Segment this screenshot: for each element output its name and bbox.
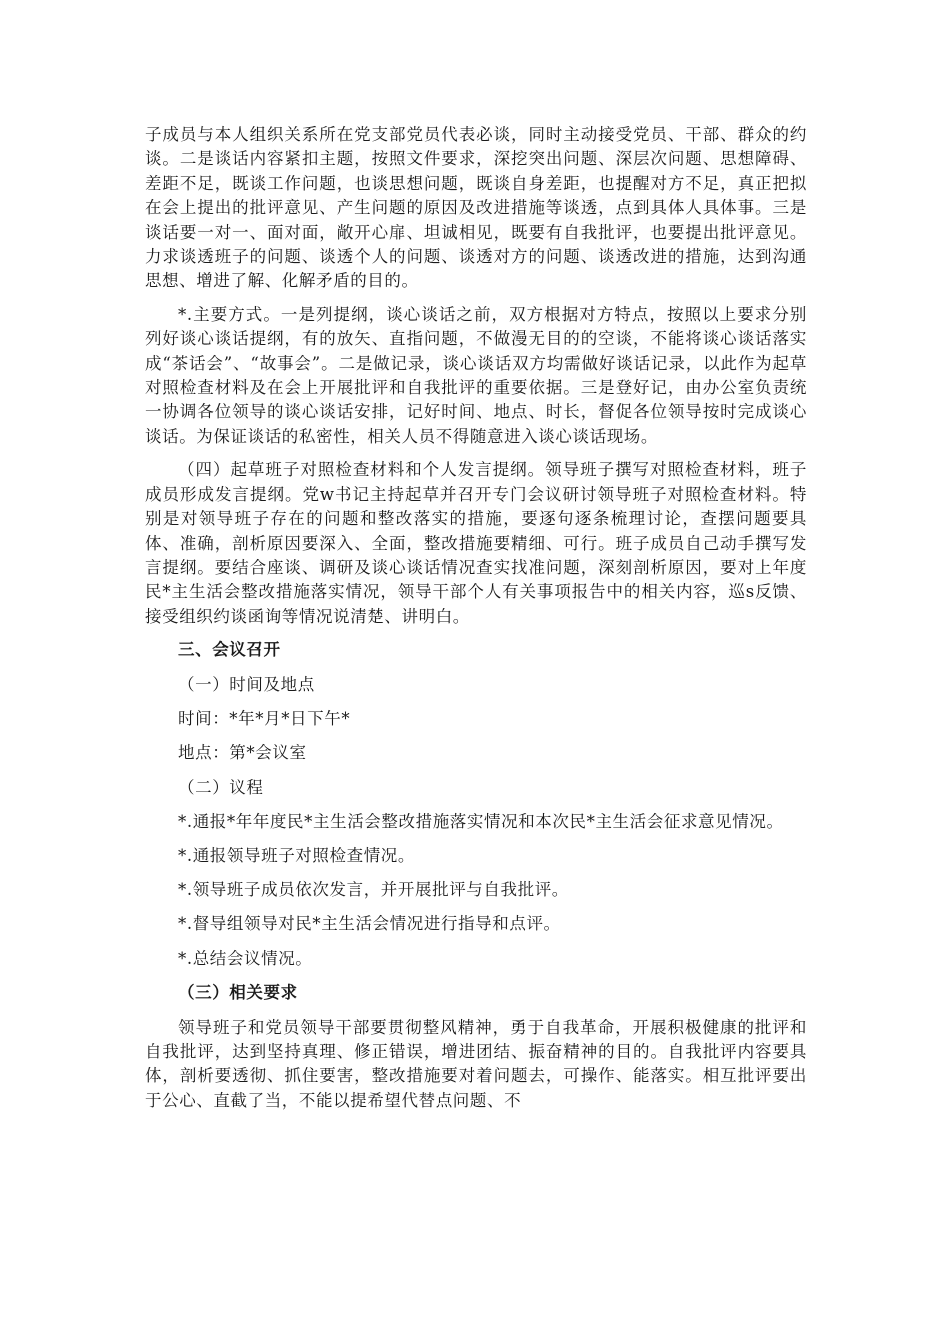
meeting-place: 地点：第*会议室: [178, 743, 307, 763]
agenda-item-1: *.通报*年年度民*主生活会整改措施落实情况和本次民*主生活会征求意见情况。: [178, 812, 784, 832]
document-page: [145, 123, 807, 1122]
subheading-requirements: （三）相关要求: [178, 983, 298, 1003]
agenda-item-3: *.领导班子成员依次发言，并开展批评与自我批评。: [178, 879, 569, 899]
meeting-time: 时间：*年*月*日下午*: [178, 708, 351, 728]
paragraph-requirements: 领导班子和党员领导干部要贯彻整风精神，勇于自我革命，开展积极健康的批评和自我批评，达到坚持真理、修正错误，增进团结、振奋精神的目的。自我批评内容要具体，剖析要透彻、抓住要害，整改措施要对着问题去，可操作、能落实。相互批评要出于公心、直截了当，不能以提希望代替点问题、不: [145, 1017, 807, 1110]
paragraph-main-methods: *.主要方式。一是列提纲，谈心谈话之前，双方根据对方特点，按照以上要求分别列好谈心谈话提纲，有的放矢、直指问题，不做漫无目的的空谈，不能将谈心谈话落实成“茶话会”、“故事会”。二是做记录，谈心谈话双方均需做好谈话记录，以此作为起草对照检查材料及在会上开展批评和自我批评的重要依据。三是登好记，由办公室负责统一协调各位领导的谈心谈话安排，记好时间、地点、时长，督促各位领导按时完成谈心谈话。为保证谈话的私密性，相关人员不得随意进入谈心谈话现场。: [145, 304, 807, 446]
subheading-time-place: （一）时间及地点: [178, 674, 315, 694]
agenda-item-2: *.通报领导班子对照检查情况。: [178, 845, 415, 865]
agenda-item-4: *.督导组领导对民*主生活会情况进行指导和点评。: [178, 914, 561, 934]
subheading-agenda: （二）议程: [178, 777, 264, 797]
paragraph-drafting-materials: （四）起草班子对照检查材料和个人发言提纲。领导班子撰写对照检查材料，班子成员形成发言提纲。党w书记主持起草并召开专门会议研讨领导班子对照检查材料。特别是对领导班子存在的问题和整改落实的措施，要逐句逐条梳理讨论，查摆问题要具体、准确，剖析原因要深入、全面，整改措施要精细、可行。班子成员自己动手撰写发言提纲。要结合座谈、调研及谈心谈话情况查实找准问题，深刻剖析原因，要对上年度民*主生活会整改措施落实情况，领导干部个人有关事项报告中的相关内容，巡s反馈、接受组织约谈函询等情况说清楚、讲明白。: [145, 460, 807, 626]
agenda-item-5: *.总结会议情况。: [178, 948, 313, 968]
section-heading-meeting: 三、会议召开: [178, 640, 281, 660]
paragraph-talk-content: 子成员与本人组织关系所在党支部党员代表必谈，同时主动接受党员、干部、群众的约谈。二是谈话内容紧扣主题，按照文件要求，深挖突出问题、深层次问题、思想障碍、差距不足，既谈工作问题，也谈思想问题，既谈自身差距，也提醒对方不足，真正把拟在会上提出的批评意见、产生问题的原因及改进措施等谈透，点到具体人具体事。三是谈话要一对一、面对面，敞开心扉、坦诚相见，既要有自我批评，也要提出批评意见。力求谈透班子的问题、谈透个人的问题、谈透对方的问题、谈透改进的措施，达到沟通思想、增进了解、化解矛盾的目的。: [145, 125, 807, 291]
